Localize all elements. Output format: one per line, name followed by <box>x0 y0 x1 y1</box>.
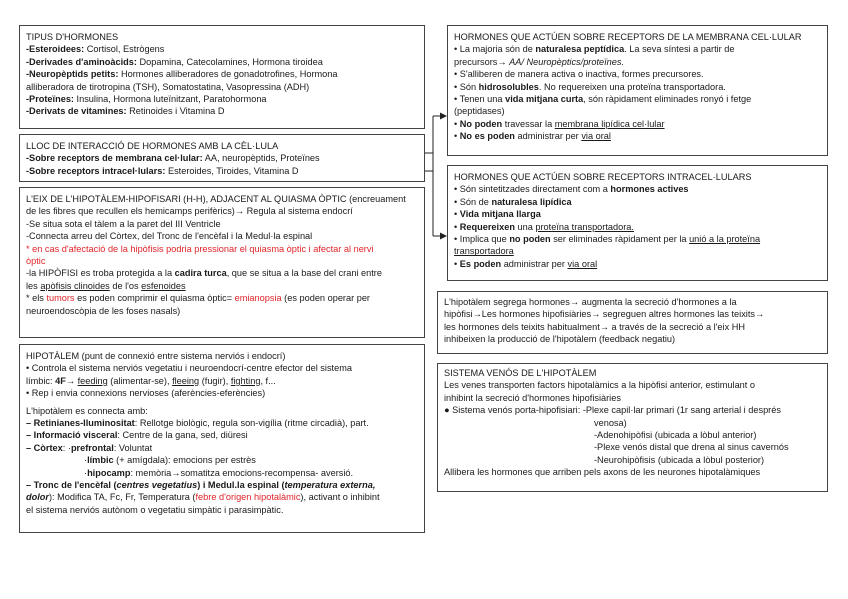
venos-line-3: ● Sistema venós porta-hipofisiari: -Plexe capil·lar primari (1r sang arterial i després <box>444 405 781 416</box>
eix-line-3: -Se situa sota el tàlem a la paret del III Ventricle <box>26 218 221 229</box>
hipo-line-5: L'hipotàlem es connecta amb: <box>26 405 148 416</box>
eix-line-10: neuroendoscòpia de les foses nasals) <box>26 305 181 316</box>
eix-line-5: * en cas d'afectació de la hipòfisis podria pressionar el quiasma òptic i afectar al nervi <box>26 243 374 254</box>
tipus-neuropeptids: -Neuropèptids petits: Hormones alliberadores de gonadotrofines, Hormona <box>26 69 338 80</box>
hipo-line-13: el sistema nerviós autònom o vegetatiu simpàtic i parasimpàtic. <box>26 504 284 515</box>
eix-line-6: òptic <box>26 256 46 267</box>
eix-line-9: * els tumors es poden comprimir el quiasma òptic= emianopsia (es poden operar per <box>26 293 370 304</box>
lloc-intracel: -Sobre receptors intracel·lulars: Esteroides, Tiroides, Vitamina D <box>26 165 299 176</box>
tipus-proteines: -Proteïnes: Insulina, Hormona luteïnitzant, Paratohormona <box>26 94 267 105</box>
segrega-line-3: les hormones dels teixits habitualment→ a través de la secreció a l'eix HH <box>444 321 745 332</box>
hipo-line-6: – Retinianes-Iluminositat: Rellotge biològic, regula son-vigília (ritme circadià), part. <box>26 418 369 429</box>
tipus-aminoacids: -Derivades d'aminoàcids: Dopamina, Catecolamines, Hormona tiroidea <box>26 56 323 67</box>
venos-line-7: -Neurohipòfisis (ubicada a lòbul posterior) <box>594 454 765 465</box>
segrega-line-2: hipòfisi→Les hormones hipofisiàries→ segreguen altres hormones las teixits→ <box>444 309 765 320</box>
venos-line-8: Allibera les hormones que arriben pels axons de les neurones hipotalàmiques <box>444 467 761 478</box>
hipo-line-11: – Tronc de l'encèfal (centres vegetatius) i Medul.la espinal (temperatura externa, <box>26 480 376 491</box>
hipo-line-4: • Rep i envia connexions nervioses (aferències-eferències) <box>26 388 266 399</box>
tipus-vitamines: -Derivats de vitamines: Retinoides i Vitamina D <box>26 106 225 117</box>
intracel-line-5: • Implica que no poden ser eliminades ràpidament per la unió a la proteïna <box>454 234 761 245</box>
venos-line-2: inhibint la secreció d'hormones hipofisiàries <box>444 392 621 403</box>
segrega-line-1: L'hipotàlem segrega hormones→ augmenta la secreció d'hormones a la <box>444 297 737 307</box>
hipo-line-1: HIPOTÀLEM (punt de connexió entre sistema nerviós i endocrí) <box>26 351 286 361</box>
intracel-line-6: transportadora <box>454 246 514 257</box>
membrana-line-5: • Tenen una vida mitjana curta, són ràpidament eliminades ronyó i fetge <box>454 94 752 105</box>
venos-line-1: Les venes transporten factors hipotalàmics a la hipòfisi anterior, estimulant o <box>444 380 756 391</box>
intracel-line-1: • Són sintetitzades directament com a hormones actives <box>454 184 689 195</box>
venos-title: SISTEMA VENÓS DE L'HIPOTÀLEM <box>444 368 597 378</box>
membrana-line-4: • Són hidrosolubles. No requereixen una proteïna transportadora. <box>454 81 726 92</box>
venos-line-4: venosa) <box>594 417 627 428</box>
tipus-esteroidees: -Esteroidees: Cortisol, Estrògens <box>26 44 165 55</box>
membrana-line-3: • S'alliberen de manera activa o inactiva, formes precursores. <box>454 69 704 80</box>
hipo-line-8: – Còrtex: ·prefrontal: Voluntat <box>26 442 153 453</box>
tipus-title: TIPUS D'HORMONES <box>26 32 119 42</box>
hipo-line-3: límbic: 4F→ feeding (alimentar-se), fleeing (fugir), fighting, f... <box>26 375 276 386</box>
membrana-title: HORMONES QUE ACTÚEN SOBRE RECEPTORS DE LA MEMBRANA CEL·LULAR <box>454 32 802 42</box>
intracel-line-4: • Requereixen una proteïna transportadora. <box>454 221 634 232</box>
tipus-neuropeptids-cont: alliberadora de tirotropina (TSH), Somatostatina, Vasopressina (ADH) <box>26 81 310 92</box>
eix-line-7: -la HIPÒFISI es troba protegida a la cadira turca, que se situa a la base del crani entre <box>26 268 382 279</box>
membrana-line-6: (peptidases) <box>454 106 505 117</box>
venos-line-5: -Adenohipòfisi (ubicada a lòbul anterior) <box>594 430 757 441</box>
eix-line-4: -Connecta arreu del Còrtex, del Tronc de l'encèfal i la Medul·la espinal <box>26 231 313 242</box>
hipo-line-2: • Controla el sistema nerviós vegetatiu i neuroendocrí-centre efector del sistema <box>26 363 352 374</box>
hipo-line-7: – Informació visceral: Centre de la gana, sed, diüresi <box>26 430 248 441</box>
intracel-line-3: • Vida mitjana llarga <box>454 209 541 220</box>
venos-line-6: -Plexe venós distal que drena al sinus cavernós <box>594 442 789 453</box>
membrana-line-7: • No poden travessar la membrana lipídica cel·lular <box>454 118 665 129</box>
intracel-line-7: • Es poden administrar per via oral <box>454 258 598 269</box>
lloc-membrana: -Sobre receptors de membrana cel·lular: AA, neuropèptids, Proteïnes <box>26 153 320 164</box>
hipo-line-12: dolor): Modifica TA, Fc, Fr, Temperatura (febre d'origen hipotalàmic), activant o inhibint <box>26 492 380 503</box>
eix-line-2: de les fibres que recullen els hemicamps perifèrics)→ Regula al sistema endocrí <box>26 206 353 217</box>
intracel-title: HORMONES QUE ACTÚEN SOBRE RECEPTORS INTRACEL·LULARS <box>454 172 752 182</box>
hipo-line-9: ·límbic (+ amígdala): emocions per estrès <box>84 455 256 466</box>
membrana-line-1: • La majoria són de naturalesa peptídica. La seva síntesi a partir de <box>454 44 735 55</box>
eix-line-8: les apòfisis clinoides de l'os esfenoides <box>26 280 186 291</box>
segrega-line-4: inhibeixen la producció de l'hipotàlem (feedback negatiu) <box>444 334 676 345</box>
eix-line-1: L'EIX DE L'HIPOTÀLEM-HIPOFISARI (H-H), ADJACENT AL QUIASMA ÒPTIC (encreuament <box>26 194 406 204</box>
membrana-line-8: • No es poden administrar per via oral <box>454 131 611 142</box>
membrana-line-2: precursors→ AA/ Neuropèptics/proteïnes. <box>454 56 625 67</box>
intracel-line-2: • Són de naturalesa lipídica <box>454 196 572 207</box>
hipo-line-10: ·hipocamp: memòria→somatitza emocions-recompensa- aversió. <box>84 467 354 478</box>
lloc-title: LLOC DE INTERACCIÓ DE HORMONES AMB LA CÈL·LULA <box>26 141 279 151</box>
